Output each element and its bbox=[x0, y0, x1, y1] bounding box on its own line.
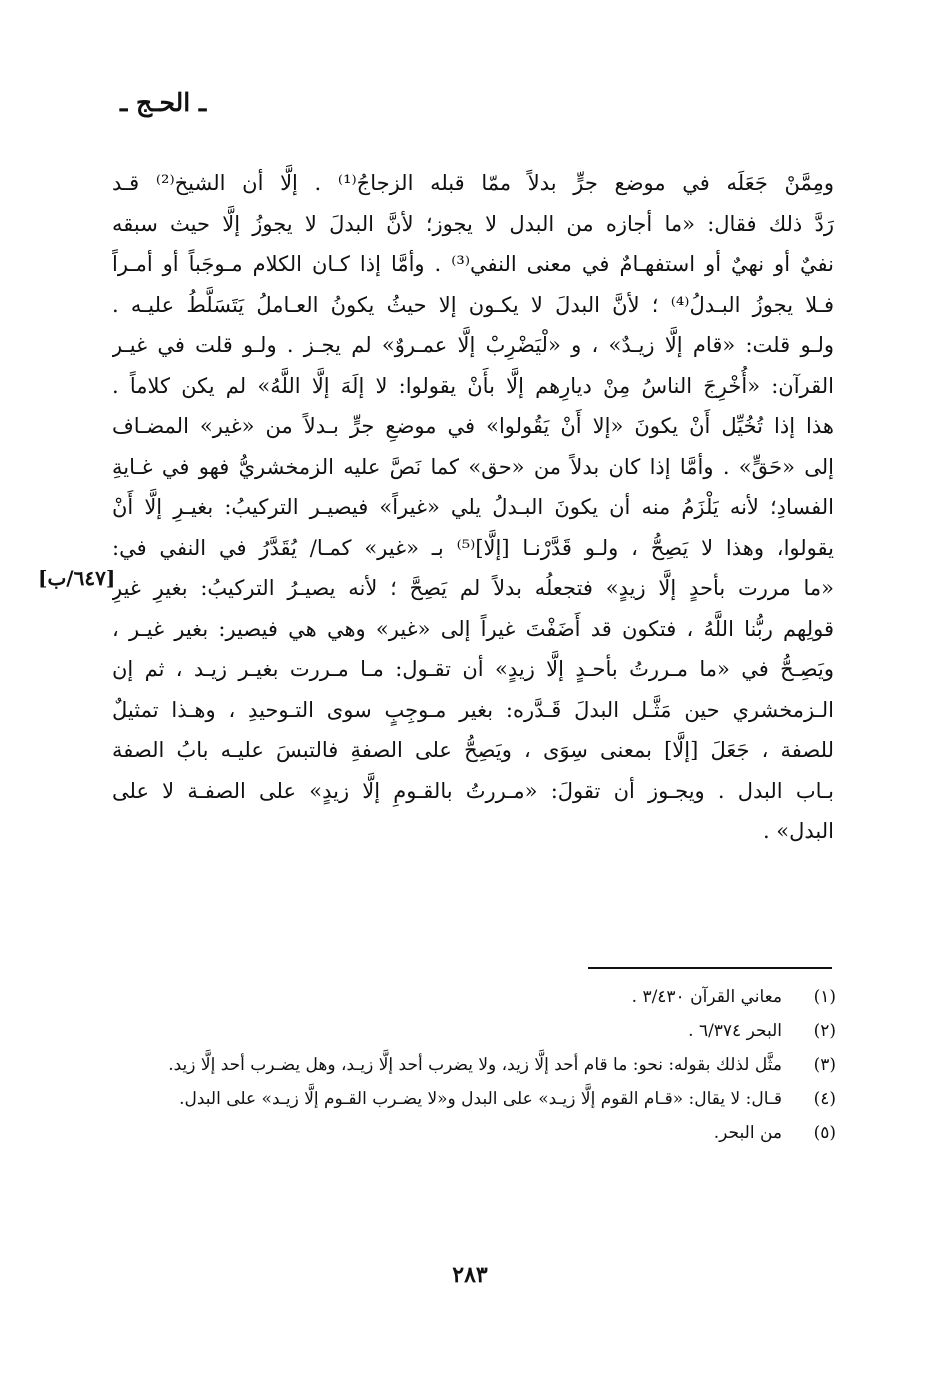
body-line: نفيٌ أو نهيٌ أو استفهـامٌ في معنى النفي⁽³⁾ . وأمَّا إذا كـان الكلام مـوجَباً أو أمـراً bbox=[112, 252, 834, 276]
body-line: يقولوا، وهذا لا يَصِحُّ ، ولـو قَدَّرْنـا [إلَّا]⁽⁵⁾ بـ «غير» كمـا/ يُقَدَّرُ في النفي في: bbox=[112, 535, 834, 560]
footnote bbox=[140, 1048, 836, 1082]
footnote-number: (٣) bbox=[813, 1055, 836, 1075]
footnote bbox=[140, 1082, 836, 1116]
footnote-text: معاني القرآن ٣/٤٣٠ . bbox=[631, 987, 782, 1007]
footnote-number: (٥) bbox=[813, 1123, 836, 1143]
footnote-separator bbox=[588, 967, 832, 969]
manuscript-folio-reference: [٦٤٧/ب] bbox=[38, 566, 116, 590]
footnote-number: (١) bbox=[813, 987, 836, 1007]
footnotes bbox=[140, 980, 836, 1150]
footnote-text: مثَّل لذلك بقوله: نحو: ما قام أحد إلَّا زيد، ولا يضرب أحد إلَّا زيـد، وهل يضـرب أحد إلَّا زيد. bbox=[168, 1055, 782, 1075]
footnote bbox=[140, 980, 836, 1014]
main-text bbox=[112, 163, 834, 852]
body-line: رَدَّ ذلك فقال: «ما أجازه من البدل لا يجوز؛ لأنَّ البدلَ لا يجوزُ إلَّا حيث سبقه bbox=[112, 211, 834, 236]
footnote-number: (٤) bbox=[813, 1089, 836, 1109]
body-line: بـاب البدل . ويجـوز أن تقولَ: «مـررتُ بالقـومِ إلَّا زيدٍ» على الصفـة لا على bbox=[112, 778, 834, 803]
body-line: إلى «حَقٍّ» . وأمَّا إذا كان بدلاً من «حق» كما نَصَّ عليه الزمخشريُّ فهو في غـايةِ bbox=[112, 454, 834, 479]
body-line: الفسادِ؛ لأنه يَلْزَمُ منه أن يكونَ البـدلُ يلي «غيراً» فيصيـر التركيبُ: بغيـرِ إلَّا أَنْ bbox=[112, 495, 834, 519]
body-line: ومِمَّنْ جَعَلَه في موضع جرٍّ بدلاً ممّا قبله الزجاجُ⁽¹⁾ . إلَّا أن الشيخ⁽²⁾ قـد bbox=[112, 171, 834, 195]
body-line: ويَصِـحُّ في «ما مـررتُ بأحـدٍ إلَّا زيدٍ» أن تقـول: مـا مـررت بغيـر زيـد ، ثم إن bbox=[112, 657, 834, 681]
footnote-text: البحر ٦/٣٧٤ . bbox=[688, 1021, 782, 1041]
body-line: البدل» . bbox=[762, 819, 834, 843]
body-line: القرآن: «أُخْرِجَ الناسُ مِنْ ديارِهم إلَّا بأَنْ يقولوا: لا إلَهَ إلَّا اللَّهُ» لم يكن كلاماً . bbox=[112, 373, 834, 398]
body-line: هذا إذا تُخُيِّل أَنْ يكونَ «إلا أَنْ يَقُولوا» في موضعِ جرٍّ بـدلاً من «غير» المضـاف bbox=[112, 414, 834, 438]
body-line: ولـو قلت: «قام إلَّا زيـدٌ» ، و «لْيَضْرِبْ إلَّا عمـروٌ» لم يجـز . ولـو قلت في غيـر bbox=[112, 333, 834, 357]
body-line: «ما مررت بأحدٍ إلَّا زيدٍ» فتجعلُه بدلاً لم يَصِحَّ ؛ لأنه يصيـرُ التركيبُ: بغيرِ غيرِ bbox=[112, 576, 834, 600]
body-line: للصفة ، جَعَلَ [إلَّا] بمعنى سِوَى ، ويَصِحُّ على الصفةِ فالتبسَ عليـه بابُ الصفة bbox=[112, 738, 834, 762]
footnote-text: من البحر. bbox=[713, 1123, 782, 1143]
body-line: الـزمخشري حين مَثَّـل البدلَ قَـدَّره: بغير مـوجِبٍ سوى التـوحيدِ ، وهـذا تمثيلٌ bbox=[112, 697, 834, 722]
body-line: فـلا يجوزُ البـدلُ⁽⁴⁾ ؛ لأنَّ البدلَ لا يكـون إلا حيثُ يكونُ العـاملُ يَتَسَلَّطُ عليـه . bbox=[112, 292, 834, 317]
running-head: ـ الحـج ـ bbox=[120, 88, 207, 117]
footnote bbox=[140, 1116, 836, 1150]
page-number: ٢٨٣ bbox=[452, 1262, 488, 1288]
footnote-text: قـال: لا يقال: «قـام القوم إلَّا زيـد» على البدل و«لا يضـرب القـوم إلَّا زيـد» على البدل. bbox=[179, 1089, 782, 1109]
body-line: قولِهم ربُّنا اللَّهُ ، فتكون قد أَضَفْتَ غيراً إلى «غير» وهي هي فيصير: بغير غيـر ، bbox=[112, 616, 834, 641]
footnote bbox=[140, 1014, 836, 1048]
footnote-number: (٢) bbox=[813, 1021, 836, 1041]
